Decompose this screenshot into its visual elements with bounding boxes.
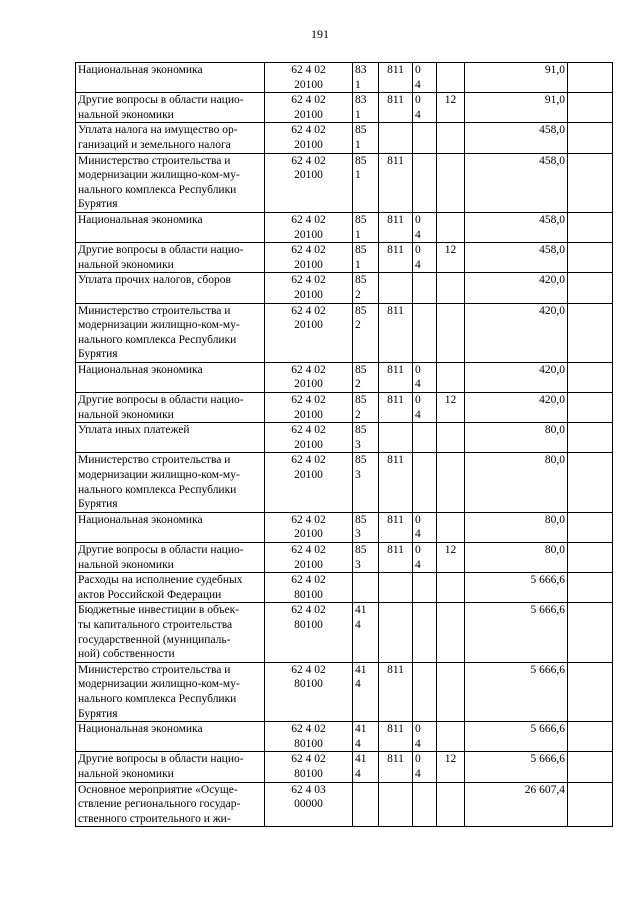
row-amount-cell: 5 666,6 <box>465 722 568 752</box>
row-ministry-code-cell: 811 <box>379 393 413 423</box>
row-empty-cell <box>568 273 613 303</box>
row-section-cell <box>413 153 437 212</box>
row-subsection-cell: 12 <box>437 93 465 123</box>
row-name-cell: Бюджетные инвестиции в объек- ты капитального строительства государственной (муниципаль- ной) собственности <box>76 603 265 662</box>
row-ministry-code-cell <box>379 123 413 153</box>
row-code-cell: 62 4 02 20100 <box>265 393 353 423</box>
table-row <box>76 63 613 93</box>
row-expense-type-cell <box>353 573 379 603</box>
row-code-cell: 62 4 02 20100 <box>265 153 353 212</box>
row-empty-cell <box>568 752 613 782</box>
row-amount-cell: 5 666,6 <box>465 603 568 662</box>
row-amount-cell: 420,0 <box>465 362 568 392</box>
row-expense-type-cell: 41 4 <box>353 752 379 782</box>
row-amount-cell: 80,0 <box>465 453 568 512</box>
table-row <box>76 662 613 721</box>
row-amount-cell: 420,0 <box>465 393 568 423</box>
row-name-cell: Другие вопросы в области нацио- нальной экономики <box>76 752 265 782</box>
table-body <box>76 63 613 827</box>
row-ministry-code-cell: 811 <box>379 243 413 273</box>
row-name-cell: Другие вопросы в области нацио- нальной экономики <box>76 543 265 573</box>
row-amount-cell: 91,0 <box>465 93 568 123</box>
row-empty-cell <box>568 603 613 662</box>
row-code-cell: 62 4 02 20100 <box>265 512 353 542</box>
table-row <box>76 423 613 453</box>
page-number: 191 <box>311 27 329 41</box>
row-subsection-cell <box>437 303 465 362</box>
row-code-cell: 62 4 02 80100 <box>265 752 353 782</box>
row-section-cell <box>413 662 437 721</box>
row-code-cell: 62 4 02 20100 <box>265 93 353 123</box>
row-name-cell: Уплата прочих налогов, сборов <box>76 273 265 303</box>
row-code-cell: 62 4 02 20100 <box>265 303 353 362</box>
row-subsection-cell: 12 <box>437 393 465 423</box>
row-code-cell: 62 4 02 20100 <box>265 123 353 153</box>
row-ministry-code-cell <box>379 782 413 827</box>
row-ministry-code-cell: 811 <box>379 63 413 93</box>
row-code-cell: 62 4 02 80100 <box>265 573 353 603</box>
row-subsection-cell <box>437 362 465 392</box>
table-row <box>76 243 613 273</box>
row-section-cell <box>413 273 437 303</box>
row-name-cell: Другие вопросы в области нацио- нальной экономики <box>76 93 265 123</box>
row-name-cell: Национальная экономика <box>76 63 265 93</box>
row-code-cell: 62 4 02 20100 <box>265 423 353 453</box>
row-section-cell: 0 4 <box>413 63 437 93</box>
row-empty-cell <box>568 722 613 752</box>
row-section-cell: 0 4 <box>413 722 437 752</box>
table-row <box>76 722 613 752</box>
row-expense-type-cell: 83 1 <box>353 63 379 93</box>
row-section-cell <box>413 603 437 662</box>
row-ministry-code-cell: 811 <box>379 362 413 392</box>
table-row <box>76 453 613 512</box>
row-ministry-code-cell: 811 <box>379 543 413 573</box>
table-row <box>76 603 613 662</box>
row-expense-type-cell: 85 2 <box>353 393 379 423</box>
row-code-cell: 62 4 02 20100 <box>265 362 353 392</box>
table-row <box>76 212 613 242</box>
row-name-cell: Уплата налога на имущество ор- ганизаций и земельного налога <box>76 123 265 153</box>
row-name-cell: Национальная экономика <box>76 722 265 752</box>
row-expense-type-cell: 85 2 <box>353 303 379 362</box>
row-subsection-cell <box>437 453 465 512</box>
table-row <box>76 93 613 123</box>
row-section-cell: 0 4 <box>413 543 437 573</box>
row-code-cell: 62 4 02 20100 <box>265 453 353 512</box>
row-subsection-cell <box>437 782 465 827</box>
row-code-cell: 62 4 02 20100 <box>265 63 353 93</box>
row-name-cell: Национальная экономика <box>76 362 265 392</box>
row-name-cell: Министерство строительства и модернизации жилищно-ком-му- нального комплекса Республики Бурятия <box>76 153 265 212</box>
row-section-cell <box>413 423 437 453</box>
row-amount-cell: 5 666,6 <box>465 752 568 782</box>
row-section-cell <box>413 303 437 362</box>
row-code-cell: 62 4 02 20100 <box>265 212 353 242</box>
row-section-cell: 0 4 <box>413 362 437 392</box>
row-expense-type-cell: 85 2 <box>353 273 379 303</box>
row-empty-cell <box>568 153 613 212</box>
row-expense-type-cell: 85 3 <box>353 512 379 542</box>
row-name-cell: Министерство строительства и модернизации жилищно-ком-му- нального комплекса Республики Бурятия <box>76 662 265 721</box>
row-section-cell <box>413 782 437 827</box>
row-empty-cell <box>568 423 613 453</box>
row-amount-cell: 458,0 <box>465 123 568 153</box>
row-expense-type-cell: 85 2 <box>353 362 379 392</box>
row-subsection-cell <box>437 722 465 752</box>
row-expense-type-cell: 85 3 <box>353 453 379 512</box>
row-ministry-code-cell: 811 <box>379 512 413 542</box>
row-code-cell: 62 4 02 20100 <box>265 273 353 303</box>
row-amount-cell: 420,0 <box>465 273 568 303</box>
budget-table <box>75 62 613 827</box>
row-ministry-code-cell <box>379 573 413 603</box>
row-expense-type-cell: 83 1 <box>353 93 379 123</box>
row-subsection-cell: 12 <box>437 543 465 573</box>
row-ministry-code-cell: 811 <box>379 93 413 123</box>
row-empty-cell <box>568 662 613 721</box>
row-name-cell: Расходы на исполнение судебных актов Российской Федерации <box>76 573 265 603</box>
row-ministry-code-cell <box>379 423 413 453</box>
row-amount-cell: 458,0 <box>465 243 568 273</box>
row-subsection-cell <box>437 603 465 662</box>
row-empty-cell <box>568 512 613 542</box>
row-empty-cell <box>568 303 613 362</box>
row-ministry-code-cell: 811 <box>379 662 413 721</box>
row-ministry-code-cell: 811 <box>379 722 413 752</box>
row-ministry-code-cell: 811 <box>379 212 413 242</box>
row-code-cell: 62 4 02 80100 <box>265 603 353 662</box>
row-subsection-cell <box>437 212 465 242</box>
row-empty-cell <box>568 63 613 93</box>
row-amount-cell: 80,0 <box>465 543 568 573</box>
row-ministry-code-cell: 811 <box>379 453 413 512</box>
row-ministry-code-cell: 811 <box>379 303 413 362</box>
row-empty-cell <box>568 362 613 392</box>
row-expense-type-cell: 85 3 <box>353 423 379 453</box>
row-code-cell: 62 4 02 80100 <box>265 722 353 752</box>
row-ministry-code-cell: 811 <box>379 752 413 782</box>
row-subsection-cell: 12 <box>437 243 465 273</box>
row-name-cell: Другие вопросы в области нацио- нальной экономики <box>76 243 265 273</box>
row-amount-cell: 5 666,6 <box>465 662 568 721</box>
table-row <box>76 573 613 603</box>
row-amount-cell: 91,0 <box>465 63 568 93</box>
table-row <box>76 543 613 573</box>
row-subsection-cell <box>437 153 465 212</box>
table-row <box>76 782 613 827</box>
row-section-cell: 0 4 <box>413 752 437 782</box>
row-name-cell: Другие вопросы в области нацио- нальной экономики <box>76 393 265 423</box>
row-amount-cell: 26 607,4 <box>465 782 568 827</box>
row-ministry-code-cell <box>379 603 413 662</box>
table-row <box>76 362 613 392</box>
table-row <box>76 393 613 423</box>
row-section-cell <box>413 573 437 603</box>
row-expense-type-cell: 41 4 <box>353 603 379 662</box>
row-section-cell <box>413 123 437 153</box>
row-expense-type-cell: 85 1 <box>353 153 379 212</box>
row-subsection-cell <box>437 63 465 93</box>
row-amount-cell: 458,0 <box>465 212 568 242</box>
row-expense-type-cell: 41 4 <box>353 722 379 752</box>
row-amount-cell: 420,0 <box>465 303 568 362</box>
row-empty-cell <box>568 393 613 423</box>
row-amount-cell: 80,0 <box>465 512 568 542</box>
row-amount-cell: 80,0 <box>465 423 568 453</box>
row-section-cell: 0 4 <box>413 512 437 542</box>
row-code-cell: 62 4 02 20100 <box>265 543 353 573</box>
row-amount-cell: 458,0 <box>465 153 568 212</box>
row-code-cell: 62 4 02 20100 <box>265 243 353 273</box>
row-name-cell: Национальная экономика <box>76 212 265 242</box>
table-row <box>76 512 613 542</box>
row-empty-cell <box>568 573 613 603</box>
row-name-cell: Уплата иных платежей <box>76 423 265 453</box>
table-row <box>76 752 613 782</box>
row-subsection-cell <box>437 662 465 721</box>
row-name-cell: Министерство строительства и модернизации жилищно-ком-му- нального комплекса Республики Бурятия <box>76 453 265 512</box>
row-name-cell: Национальная экономика <box>76 512 265 542</box>
row-section-cell: 0 4 <box>413 393 437 423</box>
row-empty-cell <box>568 543 613 573</box>
row-section-cell: 0 4 <box>413 212 437 242</box>
row-subsection-cell <box>437 423 465 453</box>
row-subsection-cell <box>437 512 465 542</box>
table-row <box>76 273 613 303</box>
row-expense-type-cell <box>353 782 379 827</box>
row-section-cell: 0 4 <box>413 93 437 123</box>
row-name-cell: Основное мероприятие «Осуще- ствление регионального государ- ственного строительного и жи- <box>76 782 265 827</box>
row-empty-cell <box>568 212 613 242</box>
table-row <box>76 153 613 212</box>
row-code-cell: 62 4 03 00000 <box>265 782 353 827</box>
row-name-cell: Министерство строительства и модернизации жилищно-ком-му- нального комплекса Республики Бурятия <box>76 303 265 362</box>
table-row <box>76 303 613 362</box>
row-empty-cell <box>568 782 613 827</box>
row-ministry-code-cell: 811 <box>379 153 413 212</box>
row-subsection-cell <box>437 573 465 603</box>
row-empty-cell <box>568 123 613 153</box>
row-empty-cell <box>568 453 613 512</box>
row-subsection-cell <box>437 273 465 303</box>
row-expense-type-cell: 85 3 <box>353 543 379 573</box>
row-ministry-code-cell <box>379 273 413 303</box>
row-expense-type-cell: 85 1 <box>353 243 379 273</box>
row-subsection-cell: 12 <box>437 752 465 782</box>
row-section-cell <box>413 453 437 512</box>
row-section-cell: 0 4 <box>413 243 437 273</box>
row-expense-type-cell: 85 1 <box>353 123 379 153</box>
row-subsection-cell <box>437 123 465 153</box>
row-expense-type-cell: 85 1 <box>353 212 379 242</box>
row-amount-cell: 5 666,6 <box>465 573 568 603</box>
row-empty-cell <box>568 243 613 273</box>
table-row <box>76 123 613 153</box>
row-code-cell: 62 4 02 80100 <box>265 662 353 721</box>
row-empty-cell <box>568 93 613 123</box>
row-expense-type-cell: 41 4 <box>353 662 379 721</box>
